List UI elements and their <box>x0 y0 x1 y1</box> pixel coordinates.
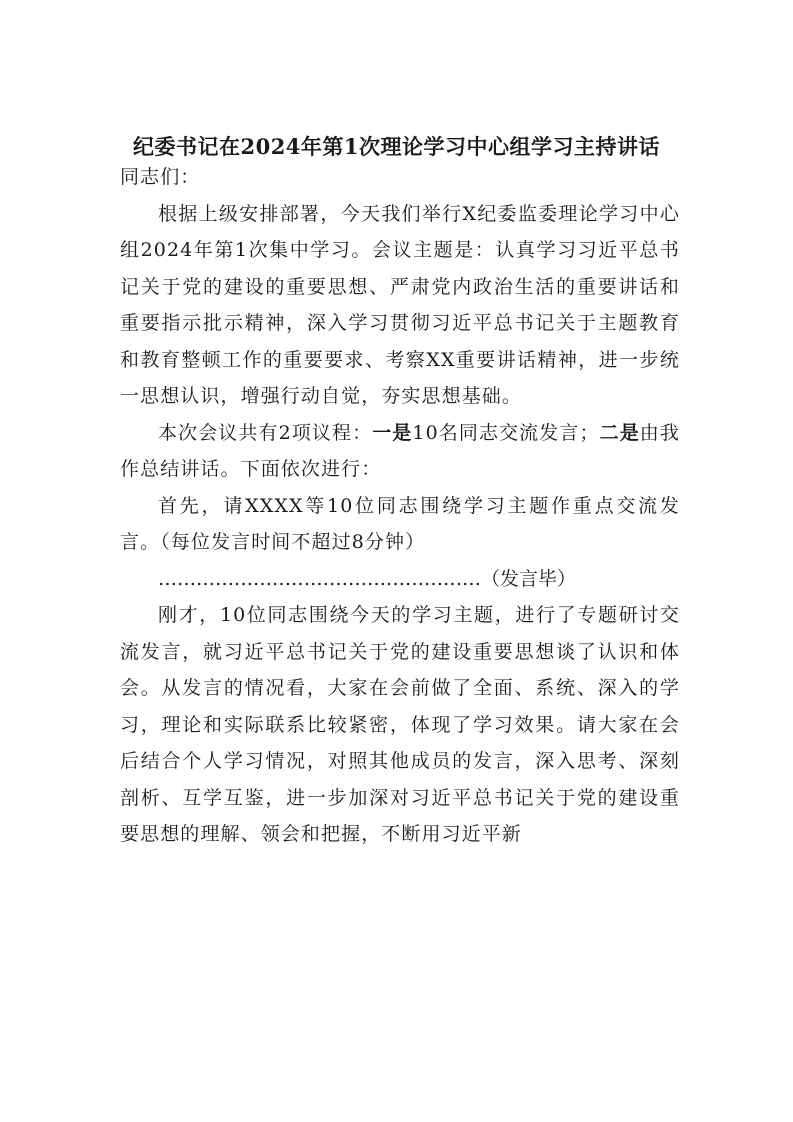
agenda-item1-label: 一是 <box>372 421 413 444</box>
agenda-item2-text: 由我作总结讲话。下面依次进行： <box>120 421 680 480</box>
paragraph-summary: 刚才，10位同志围绕今天的学习主题，进行了专题研讨交流发言，就习近平总书记关于党的建设重要思想谈了认识和体会。从发言的情况看，大家在会前做了全面、系统、深入的学习，理论和实际联系比较紧密，体现了学习效果。请大家在会后结合个人学习情况，对照其他成员的发言，深入思考、深刻剖析、互学互鉴，进一步加深对习近平总书记关于党的建设重要思想的理解、领会和把握，不断用习近平新 <box>120 604 680 845</box>
agenda-item1-text: 10名同志交流发言； <box>412 421 600 444</box>
document-body <box>120 159 680 853</box>
document-title: 纪委书记在2024年第1次理论学习中心组学习主持讲话 <box>132 134 661 159</box>
dots-line: ……………………………………………（发言毕） <box>158 567 577 590</box>
paragraph-intro: 根据上级安排部署，今天我们举行X纪委监委理论学习中心组2024年第1次集中学习。会议主题是：认真学习习近平总书记关于党的建设的重要思想、严肃党内政治生活的重要讲话和重要指示批示精神，深入学习贯彻习近平总书记关于主题教育和教育整顿工作的重要要求、考察XX重要讲话精神，进一步统一思想认识，增强行动自觉，夯实思想基础。 <box>120 202 680 407</box>
paragraph-agenda <box>120 415 680 488</box>
salutation: 同志们： <box>120 166 201 188</box>
agenda-lead: 本次会议共有2项议程： <box>158 421 373 444</box>
paragraph-first-step: 首先，请XXXX等10位同志围绕学习主题作重点交流发言。（每位发言时间不超过8分钟） <box>120 494 680 553</box>
agenda-item2-label: 二是 <box>599 421 640 444</box>
